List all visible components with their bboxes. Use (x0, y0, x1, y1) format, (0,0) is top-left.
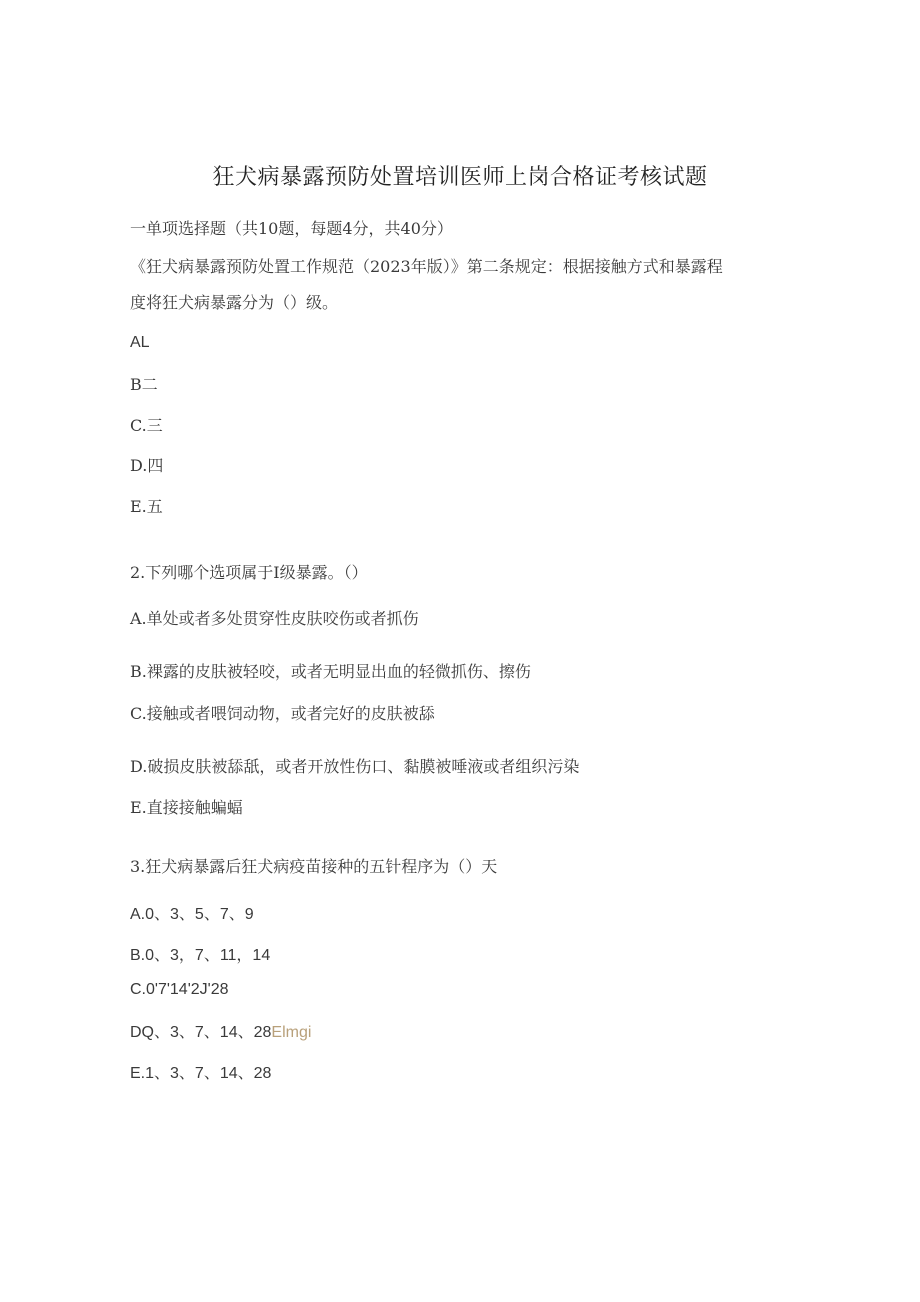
q3-option-c: C.0'7'14'2J'28 (130, 981, 229, 998)
q2-option-b: B.裸露的皮肤被轻咬，或者无明显出血的轻微抓伤、擦伤 (130, 662, 531, 681)
q2-stem: 2.下列哪个选项属于I级暴露。（） (130, 563, 368, 582)
q3-option-e: E.1、3、7、14、28 (130, 1065, 272, 1082)
q2-option-e: E.直接接触蝙蝠 (130, 798, 243, 817)
q3-option-d-mark: Elmgi (271, 1024, 312, 1041)
q1-option-e: E.五 (130, 497, 163, 516)
q1-option-d: D.四 (130, 456, 164, 475)
q3-option-a: A.0、3、5、7、9 (130, 906, 254, 923)
q1-option-c: C.三 (130, 416, 163, 435)
q3-option-b: B.0、3，7、11，14 (130, 947, 271, 964)
q2-option-d: D.破损皮肤被舔舐，或者开放性伤口、黏膜被唾液或者组织污染 (130, 757, 580, 776)
q2-option-a: A.单处或者多处贯穿性皮肤咬伤或者抓伤 (130, 609, 419, 628)
section-header: 一单项选择题（共10题，每题4分，共40分） (130, 219, 453, 238)
q2-option-c: C.接触或者喂饲动物，或者完好的皮肤被舔 (130, 704, 435, 723)
document-title: 狂犬病暴露预防处置培训医师上岗合格证考核试题 (212, 165, 708, 190)
q1-option-b: B二 (130, 375, 158, 394)
q1-stem-line2: 度将狂犬病暴露分为（）级。 (130, 293, 339, 312)
q3-option-d (130, 1019, 311, 1042)
q1-stem-line1: 《狂犬病暴露预防处置工作规范（2023年版）》第二条规定：根据接触方式和暴露程 (130, 257, 723, 276)
q3-option-d-text: DQ、3、7、14、28 (130, 1024, 272, 1041)
q3-stem: 3.狂犬病暴露后狂犬病疫苗接种的五针程序为（）天 (130, 857, 498, 876)
q1-option-a: AL (130, 334, 150, 351)
